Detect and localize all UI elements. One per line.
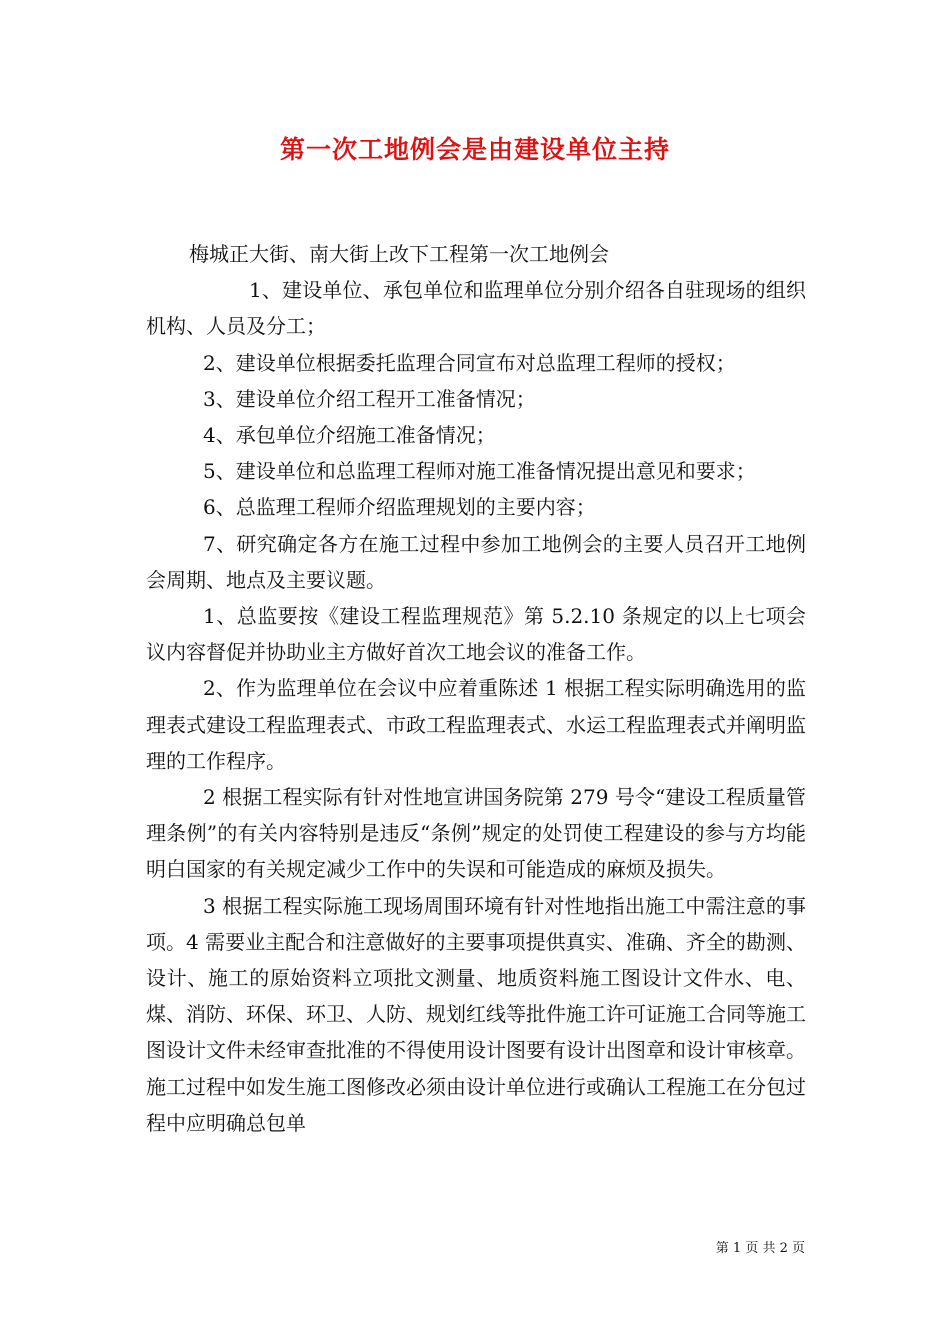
paragraph-item-3: 3、建设单位介绍工程开工准备情况； xyxy=(203,386,536,411)
document-title: 第一次工地例会是由建设单位主持 xyxy=(279,135,670,164)
paragraph-intro: 梅城正大街、南大街上改下工程第一次工地例会 xyxy=(189,242,609,266)
paragraph-item-5: 5、建设单位和总监理工程师对施工准备情况提出意见和要求； xyxy=(203,459,756,484)
paragraph-note-4: 3 根据工程实际施工现场周围环境有针对性地指出施工中需注意的事项。4 需要业主配合和注意做好的主要事项提供真实、准确、齐全的勘测、设计、施工的原始资料立项批文测量、地质资料施工图设计文件水、电、煤、消防、环保、环卫、人防、规划红线等批件施工许可证施工合同等施工图设计文件未经审查批准的不得使用设计图要有设计出图章和设计审核章。施工过程中如发生施工图修改必须由设计单位进行或确认工程施工在分包过程中应明确总包单 xyxy=(146,893,806,1135)
paragraph-item-4: 4、承包单位介绍施工准备情况； xyxy=(203,423,496,448)
document-body xyxy=(146,236,806,1141)
paragraph-note-2: 2、作为监理单位在会议中应着重陈述 1 根据工程实际明确选用的监理表式建设工程监理表式、市政工程监理表式、水运工程监理表式并阐明监理的工作程序。 xyxy=(146,676,806,773)
paragraph-item-7: 7、研究确定各方在施工过程中参加工地例会的主要人员召开工地例会周期、地点及主要议题。 xyxy=(146,531,806,592)
paragraph-note-1: 1、总监要按《建设工程监理规范》第 5.2.10 条规定的以上七项会议内容督促并协助业主方做好首次工地会议的准备工作。 xyxy=(146,604,806,665)
paragraph-item-2: 2、建设单位根据委托监理合同宣布对总监理工程师的授权； xyxy=(203,350,736,375)
paragraph-note-3: 2 根据工程实际有针对性地宣讲国务院第 279 号令“建设工程质量管理条例”的有关内容特别是违反“条例”规定的处罚使工程建设的参与方均能明白国家的有关规定减少工作中的失误和可能造成的麻烦及损失。 xyxy=(146,785,806,882)
paragraph-item-1: 1、建设单位、承包单位和监理单位分别介绍各自驻现场的组织机构、人员及分工； xyxy=(146,278,806,339)
paragraph-item-6: 6、总监理工程师介绍监理规划的主要内容； xyxy=(203,495,596,520)
page-number: 第 1 页 共 2 页 xyxy=(715,1241,805,1256)
